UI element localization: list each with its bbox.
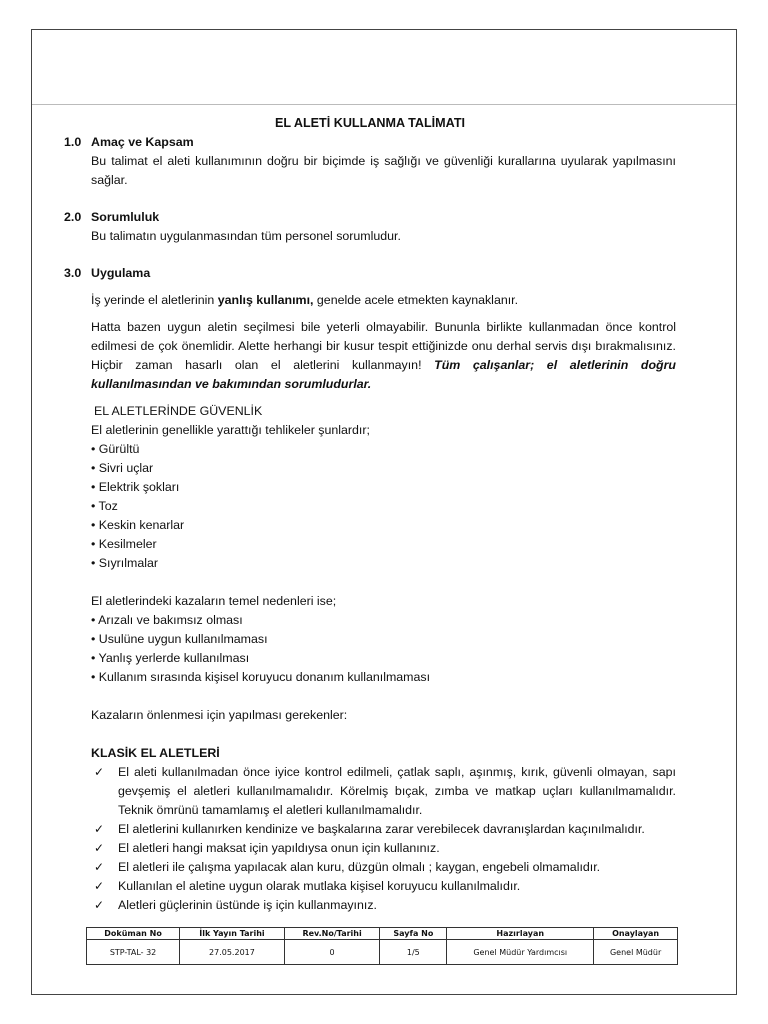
hazards-intro: El aletlerinin genellikle yarattığı tehlikeler şunlardır; xyxy=(91,423,370,437)
list-item: • Kesilmeler xyxy=(91,537,157,551)
header-divider xyxy=(32,104,736,105)
table-header: Doküman No xyxy=(87,928,180,940)
section-sorumluluk xyxy=(64,208,676,246)
list-item: • Sıyrılmalar xyxy=(91,556,158,570)
list-item: • Yanlış yerlerde kullanılması xyxy=(91,651,250,665)
section-number: 3.0 xyxy=(64,266,82,280)
table-header: Onaylayan xyxy=(594,928,678,940)
check-icon: ✓ xyxy=(94,898,105,912)
section-heading: Amaç ve Kapsam xyxy=(91,135,194,149)
section-number: 1.0 xyxy=(64,135,82,149)
list-item: • Usulüne uygun kullanılmaması xyxy=(91,632,268,646)
list-item: • Sivri uçlar xyxy=(91,461,154,475)
classic-tools-heading: KLASİK EL ALETLERİ xyxy=(91,746,220,760)
table-cell: Genel Müdür Yardımcısı xyxy=(447,940,594,965)
causes-list xyxy=(91,611,676,687)
safety-heading: EL ALETLERİNDE GÜVENLİK xyxy=(94,404,263,418)
list-item: • Keskin kenarlar xyxy=(91,518,185,532)
table-cell: 1/5 xyxy=(380,940,447,965)
list-item: • Gürültü xyxy=(91,442,140,456)
document-body xyxy=(64,114,676,915)
list-item: • Elektrik şokları xyxy=(91,480,180,494)
list-item: ✓ El aletleri hangi maksat için yapıldıysa onun için kullanınız. xyxy=(91,839,676,858)
table-cell: Genel Müdür xyxy=(594,940,678,965)
section-heading: Sorumluluk xyxy=(91,210,160,224)
table-header: İlk Yayın Tarihi xyxy=(180,928,285,940)
list-item: • Arızalı ve bakımsız olması xyxy=(91,613,243,627)
list-item: • Toz xyxy=(91,499,118,513)
section-uygulama xyxy=(64,264,676,915)
section-amac xyxy=(64,133,676,190)
hazards-list xyxy=(91,440,676,573)
list-item: ✓ Aletleri güçlerinin üstünde iş için kullanmayınız. xyxy=(91,896,676,915)
list-item: ✓ El aleti kullanılmadan önce iyice kontrol edilmeli, çatlak saplı, aşınmış, kırık, güvenli olmayan, sapı gevşemiş el aletleri kullanılmamalıdır. Körelmiş bıçak, zımba ve matkap uçları kullanılmamalıdır. Teknik ömrünü tamamlamış el aletleri kullanılmamalıdır. xyxy=(94,765,676,817)
check-icon: ✓ xyxy=(94,841,105,855)
section-number: 2.0 xyxy=(64,210,82,224)
section-heading: Uygulama xyxy=(91,266,151,280)
table-cell: STP-TAL- 32 xyxy=(87,940,180,965)
table-header: Hazırlayan xyxy=(447,928,594,940)
section-text: Bu talimat el aleti kullanımının doğru bir biçimde iş sağlığı ve güvenliği kurallarına uyularak yapılmasını sağlar. xyxy=(91,154,676,187)
list-item: ✓ Kullanılan el aletine uygun olarak mutlaka kişisel koruyucu kullanılmalıdır. xyxy=(91,877,676,896)
uygulama-paragraph-2: Hatta bazen uygun aletin seçilmesi bile yeterli olmayabilir. Bununla birlikte kullanmadan önce kontrol edilmesi de çok önemlidir. Alette herhangi bir kusur tespit ettiğinizde onu derhal servis dışı bırakmalısınız. Hiçbir zaman hasarlı olan el aletlerini kullanmayın! Tüm çalışanlar; el aletlerinin doğru kullanılmasından ve bakımından sorumludurlar. xyxy=(91,320,676,391)
table-header: Sayfa No xyxy=(380,928,447,940)
table-cell: 27.05.2017 xyxy=(180,940,285,965)
classic-tools-list xyxy=(91,763,676,915)
document-title: EL ALETİ KULLANMA TALİMATI xyxy=(274,116,466,130)
table-header: Rev.No/Tarihi xyxy=(284,928,380,940)
prevention-intro: Kazaların önlenmesi için yapılması gerekenler: xyxy=(91,708,348,722)
section-text: Bu talimatın uygulanmasından tüm personel sorumludur. xyxy=(91,229,401,243)
check-icon: ✓ xyxy=(94,879,105,893)
table-cell: 0 xyxy=(284,940,380,965)
list-item: ✓ El aletlerini kullanırken kendinize ve başkalarına zarar verebilecek davranışlardan kaçınılmalıdır. xyxy=(91,820,676,839)
uygulama-paragraph-1: İş yerinde el aletlerinin yanlış kullanımı, genelde acele etmekten kaynaklanır. xyxy=(91,293,519,307)
list-item: ✓ El aletleri ile çalışma yapılacak alan kuru, düzgün olmalı ; kaygan, engebeli olmamalıdır. xyxy=(91,858,676,877)
document-control-table xyxy=(86,927,678,965)
check-icon: ✓ xyxy=(94,765,105,779)
check-icon: ✓ xyxy=(94,822,105,836)
causes-intro: El aletlerindeki kazaların temel nedenleri ise; xyxy=(91,594,337,608)
check-icon: ✓ xyxy=(94,860,105,874)
list-item: • Kullanım sırasında kişisel koruyucu donanım kullanılmaması xyxy=(91,670,431,684)
